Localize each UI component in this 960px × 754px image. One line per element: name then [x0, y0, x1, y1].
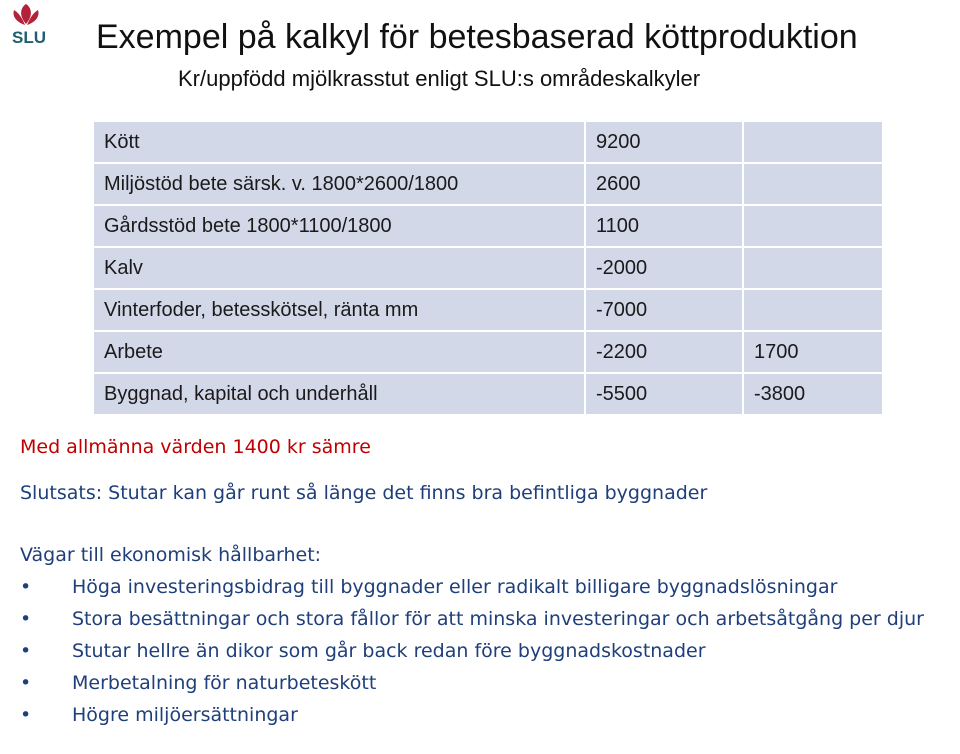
row-label: Miljöstöd bete särsk. v. 1800*2600/1800: [94, 164, 584, 204]
row-result: [744, 122, 882, 162]
bullet-icon: •: [20, 640, 32, 662]
list-item-text: Stutar hellre än dikor som går back redan före byggnadskostnader: [72, 640, 706, 662]
row-value: -7000: [586, 290, 742, 330]
list-item-text: Stora besättningar och stora fållor för att minska investeringar och arbetsåtgång per djur: [72, 608, 924, 630]
row-result: [744, 206, 882, 246]
row-result: [744, 248, 882, 288]
list-item: [20, 702, 956, 728]
conclusion-text: Slutsats: Stutar kan går runt så länge det finns bra befintliga byggnader: [20, 482, 708, 504]
row-label: Arbete: [94, 332, 584, 372]
row-label: Kalv: [94, 248, 584, 288]
row-value: 9200: [586, 122, 742, 162]
row-label: Byggnad, kapital och underhåll: [94, 374, 584, 414]
table-row: [94, 248, 882, 288]
list-item: [20, 574, 956, 600]
calculation-table: [92, 120, 884, 416]
bullet-icon: •: [20, 576, 32, 598]
row-label: Vinterfoder, betesskötsel, ränta mm: [94, 290, 584, 330]
sustainability-heading: Vägar till ekonomisk hållbarhet:: [20, 544, 322, 566]
list-item: [20, 670, 956, 696]
row-value: 1100: [586, 206, 742, 246]
bullet-icon: •: [20, 608, 32, 630]
page-subtitle: Kr/uppfödd mjölkrasstut enligt SLU:s områdeskalkyler: [178, 66, 701, 91]
table-row: [94, 332, 882, 372]
list-item-text: Merbetalning för naturbeteskött: [72, 672, 377, 694]
row-result: [744, 290, 882, 330]
sustainability-list: [20, 574, 956, 734]
row-label: Kött: [94, 122, 584, 162]
row-label: Gårdsstöd bete 1800*1100/1800: [94, 206, 584, 246]
general-values-note: Med allmänna värden 1400 kr sämre: [20, 436, 371, 458]
row-result: [744, 164, 882, 204]
table-row: [94, 290, 882, 330]
row-result: 1700: [744, 332, 882, 372]
bullet-icon: •: [20, 704, 32, 726]
row-value: 2600: [586, 164, 742, 204]
row-value: -5500: [586, 374, 742, 414]
table-row: [94, 206, 882, 246]
row-value: -2000: [586, 248, 742, 288]
logo-text: SLU: [12, 28, 46, 47]
row-result: -3800: [744, 374, 882, 414]
page-title: Exempel på kalkyl för betesbaserad köttproduktion: [96, 18, 858, 56]
row-value: -2200: [586, 332, 742, 372]
list-item: [20, 606, 956, 632]
list-item-text: Höga investeringsbidrag till byggnader eller radikalt billigare byggnadslösningar: [72, 576, 838, 598]
table-row: [94, 122, 882, 162]
list-item-text: Högre miljöersättningar: [72, 704, 298, 726]
table-row: [94, 374, 882, 414]
slu-logo: [4, 2, 48, 52]
leaf-icon: [4, 2, 48, 28]
list-item: [20, 638, 956, 664]
table-row: [94, 164, 882, 204]
bullet-icon: •: [20, 672, 32, 694]
